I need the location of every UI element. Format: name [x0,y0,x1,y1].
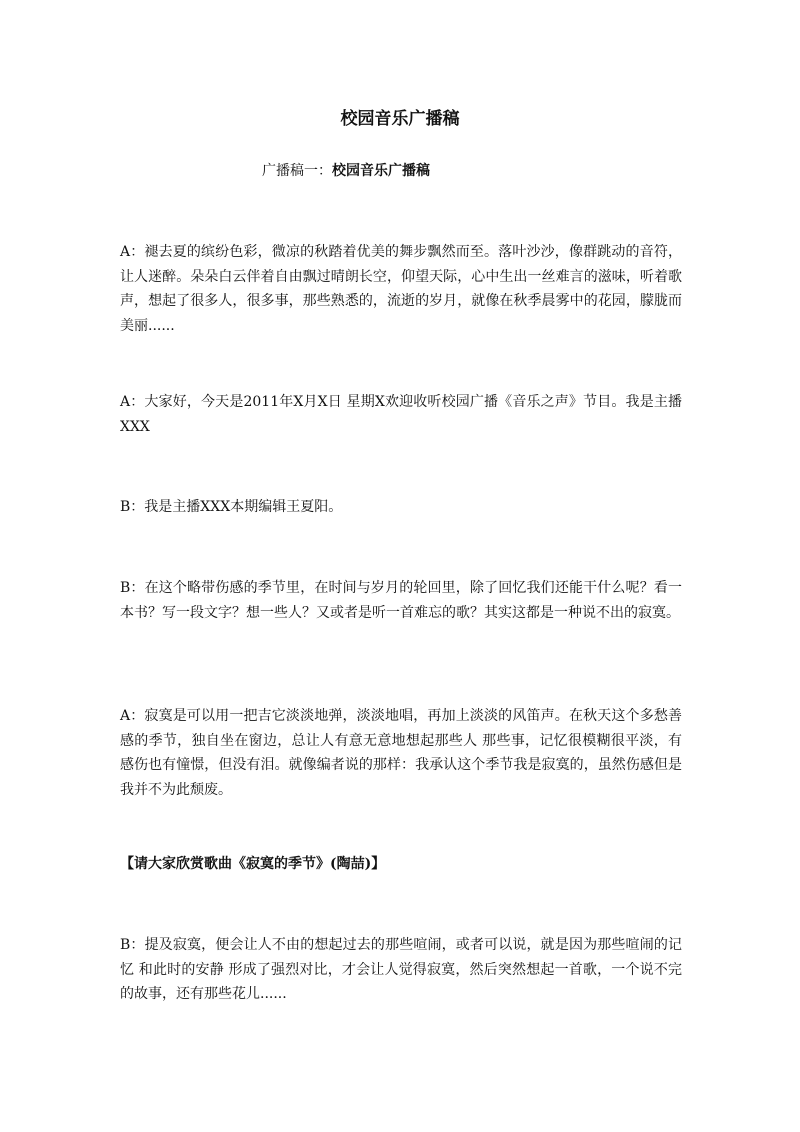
paragraph-memory-b: B：提及寂寞，便会让人不由的想起过去的那些喧闹，或者可以说，就是因为那些喧闹的记忆 和此时的安静 形成了强烈对比，才会让人觉得寂寞，然后突然想起一首歌，一个说不完的故事，还有那些花儿...... [120,937,682,1002]
subtitle-prefix: 广播稿一： [262,163,332,179]
document-title: 校园音乐广播稿 [340,109,460,129]
paragraph-loneliness-a: A：寂寞是可以用一把吉它淡淡地弹，淡淡地唱，再加上淡淡的风笛声。在秋天这个多愁善感的季节，独自坐在窗边，总让人有意无意地想起那些人 那些事，记忆很模糊很平淡，有感伤也有憧憬，但没有泪。就像编者说的那样：我承认这个季节我是寂寞的，虽然伤感但是我并不为此颓废。 [120,708,682,798]
subtitle-main: 校园音乐广播稿 [332,163,430,179]
song-announcement: 【请大家欣赏歌曲《寂寞的季节》(陶喆)】 [120,856,386,872]
paragraph-greeting-a: A：大家好，今天是2011年X月X日 星期X欢迎收听校园广播《音乐之声》节目。我是主播XXX [120,394,682,435]
paragraph-intro-a: A：褪去夏的缤纷色彩，微凉的秋踏着优美的舞步飘然而至。落叶沙沙，像群跳动的音符，让人迷醉。朵朵白云伴着自由飘过晴朗长空，仰望天际，心中生出一丝难言的滋味，听着歌声，想起了很多人，很多事，那些熟悉的，流逝的岁月，就像在秋季晨雾中的花园，朦胧而美丽...... [120,244,682,334]
document-subtitle [262,160,430,182]
paragraph-season-b: B：在这个略带伤感的季节里，在时间与岁月的轮回里，除了回忆我们还能干什么呢？看一本书？写一段文字？想一些人？又或者是听一首难忘的歌？其实这都是一种说不出的寂寞。 [120,580,682,621]
paragraph-host-b: B：我是主播XXX本期编辑王夏阳。 [120,499,343,515]
